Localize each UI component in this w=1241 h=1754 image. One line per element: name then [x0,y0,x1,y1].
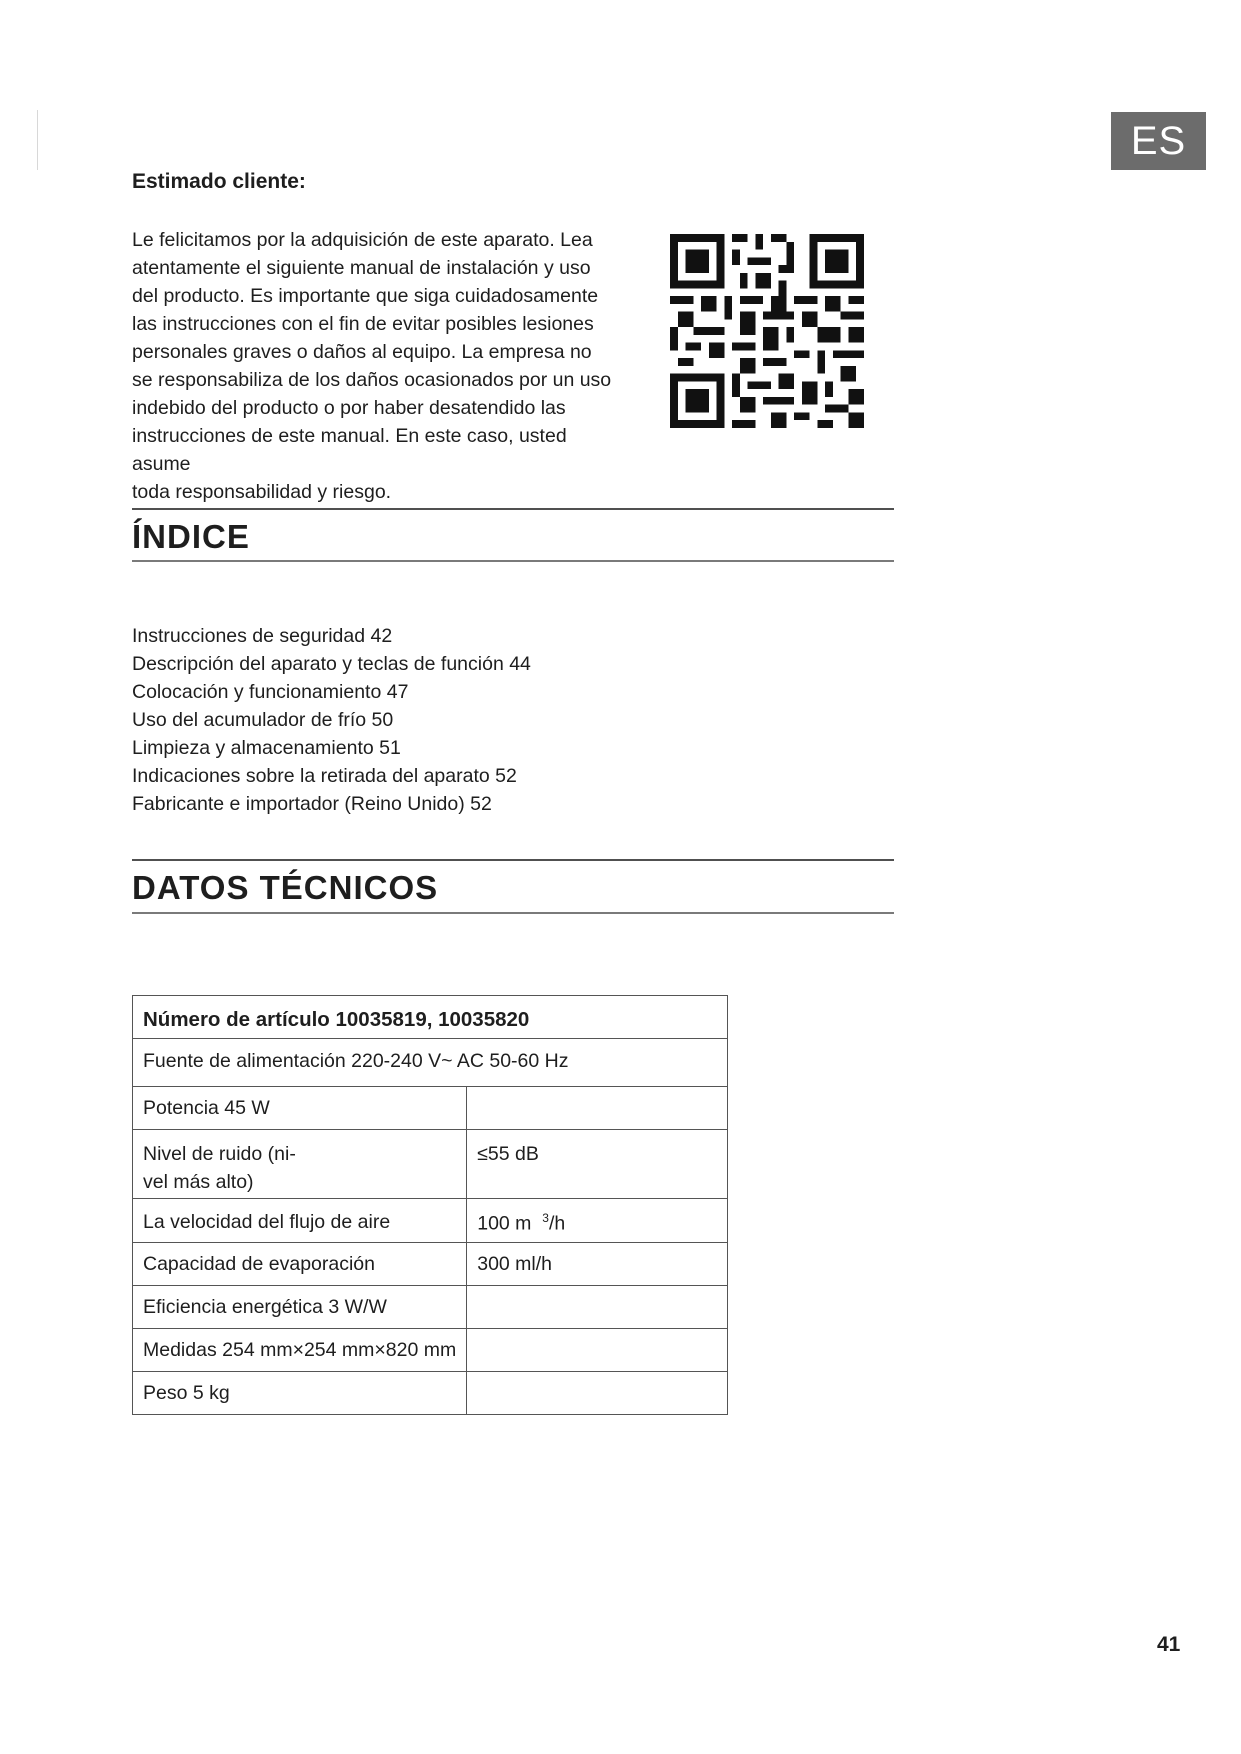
table-row [133,1372,728,1415]
tech-heading: DATOS TÉCNICOS [132,869,439,906]
intro-line: toda responsabilidad y riesgo. [132,481,392,503]
index-rule-bottom [132,560,894,562]
page-number: 41 [1157,1633,1181,1656]
intro-paragraph [132,226,627,506]
intro-line: del producto. Es importante que siga cuidadosamente [132,285,599,307]
tech-rule-bottom [132,912,894,914]
index-heading: ÍNDICE [132,518,250,555]
index-rule-top [132,508,894,510]
power-supply: Fuente de alimentación 220-240 V~ AC 50-60 Hz [133,1039,728,1087]
toc-item: Indicaciones sobre la retirada del aparato 52 [132,765,517,787]
spec-value [467,1329,728,1372]
intro-line: personales graves o daños al equipo. La empresa no [132,341,592,363]
toc-item: Fabricante e importador (Reino Unido) 52 [132,793,492,815]
intro-line: instrucciones de este manual. En este caso, usted asume [132,425,567,475]
airflow-unit: /h [548,1212,566,1235]
table-row [133,1199,728,1243]
airflow-value: 100 m [477,1212,532,1235]
specs-table [132,995,728,1415]
spec-value [467,1199,728,1243]
qr-code [670,234,864,428]
toc-item: Limpieza y almacenamiento 51 [132,737,401,759]
greeting: Estimado cliente: [132,170,306,193]
spec-label-line: Nivel de ruido (ni- [143,1143,296,1165]
spec-label: Capacidad de evaporación [133,1243,467,1286]
language-tab: ES [1111,112,1206,170]
spec-value: 300 ml/h [467,1243,728,1286]
intro-line: atentamente el siguiente manual de instalación y uso [132,257,591,279]
toc-item: Uso del acumulador de frío 50 [132,709,394,731]
spec-label: Eficiencia energética 3 W/W [133,1286,467,1329]
spec-label: Medidas 254 mm×254 mm×820 mm [133,1329,467,1372]
table-row [133,1329,728,1372]
unit-superscript: 3 [542,1211,549,1225]
intro-line: las instrucciones con el fin de evitar posibles lesiones [132,313,594,335]
toc-item: Instrucciones de seguridad 42 [132,625,393,647]
spec-label: Peso 5 kg [133,1372,467,1415]
table-row [133,1039,728,1087]
intro-line: indebido del producto o por haber desatendido las [132,397,566,419]
spec-value [467,1087,728,1130]
spec-label-line: vel más alto) [143,1171,254,1193]
spec-value [467,1372,728,1415]
intro-line: Le felicitamos por la adquisición de este aparato. Lea [132,229,593,251]
spec-label: Potencia 45 W [133,1087,467,1130]
spec-label: La velocidad del flujo de aire [133,1199,467,1243]
spec-value [467,1286,728,1329]
article-number: Número de artículo 10035819, 10035820 [133,996,728,1039]
table-row [133,1130,728,1199]
table-row [133,1243,728,1286]
spec-label [133,1130,467,1199]
specs-header-row [133,996,728,1039]
tech-rule-top [132,859,894,861]
intro-line: se responsabiliza de los daños ocasionados por un uso [132,369,612,391]
table-row [133,1286,728,1329]
table-row [133,1087,728,1130]
toc-item: Descripción del aparato y teclas de función 44 [132,653,531,675]
table-of-contents [132,622,531,818]
margin-mark [37,110,38,170]
toc-item: Colocación y funcionamiento 47 [132,681,409,703]
spec-value: ≤55 dB [467,1130,728,1199]
